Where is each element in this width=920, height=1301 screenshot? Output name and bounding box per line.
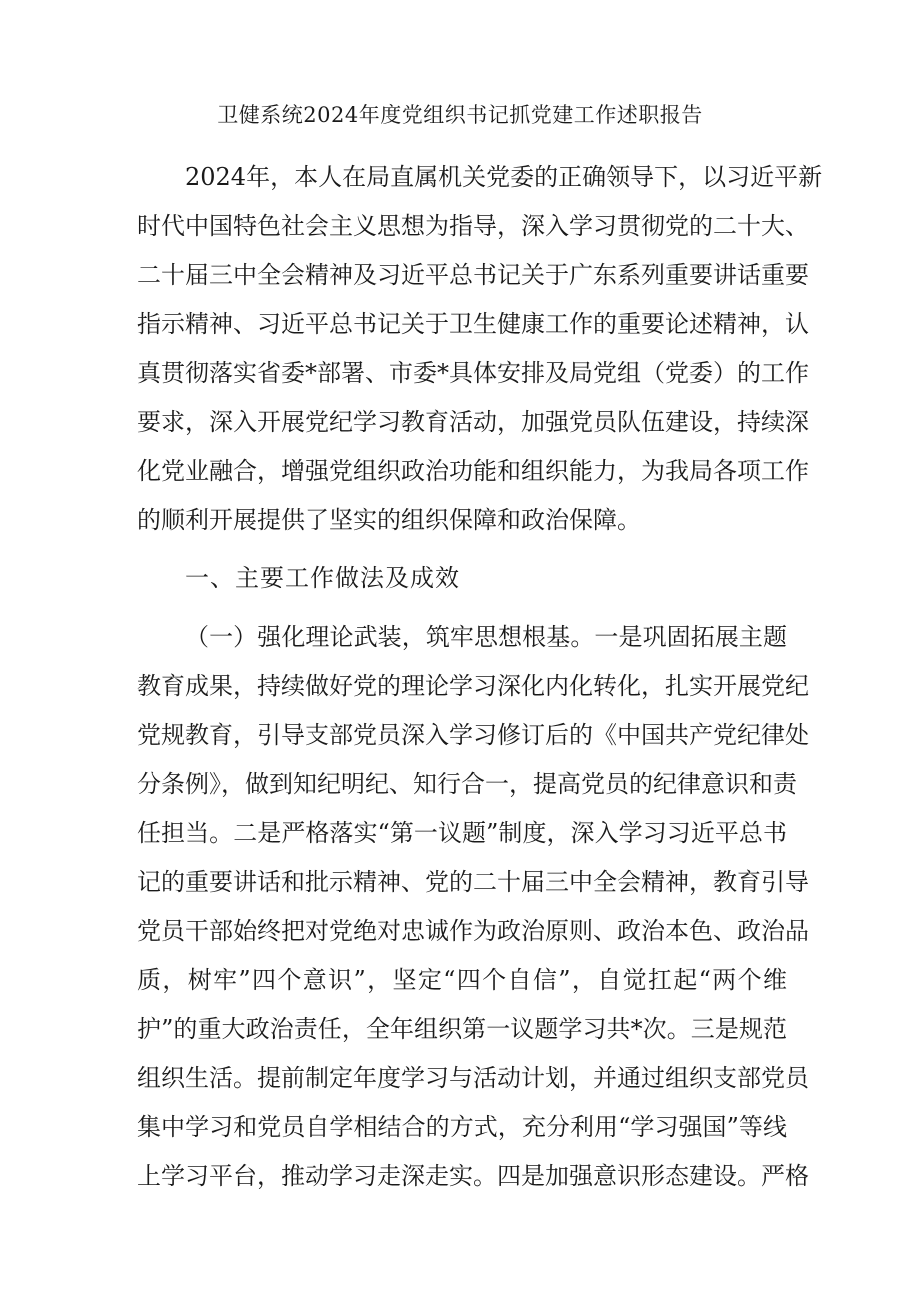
paragraph-line: （一）强化理论武装，筑牢思想根基。一是巩固拓展主题 [185, 623, 787, 651]
paragraph-line: 组织生活。提前制定年度学习与活动计划，并通过组织支部党员 [137, 1064, 809, 1092]
paragraph-line: 记的重要讲话和批示精神、党的二十届三中全会精神，教育引导 [137, 868, 809, 896]
paragraph-line: 党员干部始终把对党绝对忠诚作为政治原则、政治本色、政治品 [137, 917, 809, 945]
paragraph-line: 质，树牢”四个意识”，坚定“四个自信”，自觉扛起“两个维 [137, 966, 787, 994]
paragraph-line: 指示精神、习近平总书记关于卫生健康工作的重要论述精神，认 [137, 310, 809, 338]
paragraph-line: 党规教育，引导支部党员深入学习修订后的《中国共产党纪律处 [137, 721, 809, 749]
paragraph-line: 化党业融合，增强党组织政治功能和组织能力，为我局各项工作 [137, 457, 809, 485]
paragraph-line: 二十届三中全会精神及习近平总书记关于广东系列重要讲话重要 [137, 261, 809, 289]
paragraph-line: 要求，深入开展党纪学习教育活动，加强党员队伍建设，持续深 [137, 408, 809, 436]
paragraph-line: 2024年，本人在局直属机关党委的正确领导下，以习近平新 [185, 163, 823, 191]
paragraph-line: 真贯彻落实省委*部署、市委*具体安排及局党组（党委）的工作 [137, 359, 809, 387]
paragraph-line: 时代中国特色社会主义思想为指导，深入学习贯彻党的二十大、 [137, 212, 809, 240]
paragraph-line: 集中学习和党员自学相结合的方式，充分利用“学习强国”等线 [137, 1113, 787, 1141]
paragraph-line: 护”的重大政治责任，全年组织第一议题学习共*次。三是规范 [137, 1015, 787, 1043]
paragraph-line: 任担当。二是严格落实“第一议题”制度，深入学习习近平总书 [137, 819, 787, 847]
paragraph-line: 分条例》，做到知纪明纪、知行合一，提高党员的纪律意识和责 [137, 770, 797, 798]
paragraph-line: 的顺利开展提供了坚实的组织保障和政治保障。 [137, 506, 641, 534]
paragraph-line: 教育成果，持续做好党的理论学习深化内化转化，扎实开展党纪 [137, 672, 809, 700]
section-heading: 一、主要工作做法及成效 [185, 564, 460, 592]
paragraph-line: 上学习平台，推动学习走深走实。四是加强意识形态建设。严格 [137, 1162, 809, 1190]
document-title: 卫健系统2024年度党组织书记抓党建工作述职报告 [217, 103, 703, 127]
